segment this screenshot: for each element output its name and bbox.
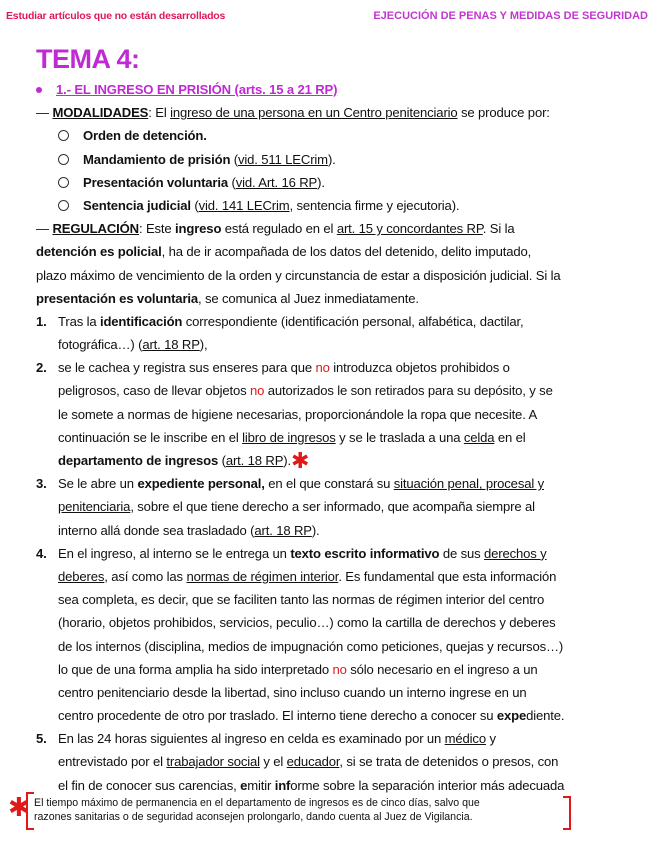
text: departamento de ingresos <box>58 453 219 468</box>
text: : El <box>148 105 171 121</box>
text: detención es policial <box>36 244 162 260</box>
list-item-line <box>36 704 636 727</box>
item-number: 5. <box>36 731 47 747</box>
circle-bullet-icon <box>58 200 69 211</box>
bullet-icon <box>36 87 42 93</box>
text: y se le traslada a una <box>335 429 464 445</box>
option-label: Sentencia judicial <box>83 197 191 213</box>
reference: vid. Art. 16 RP <box>235 174 318 190</box>
text: autorizados le son retirados para su depósito, y se <box>264 383 553 399</box>
list-item-line <box>36 333 636 356</box>
list-item-line: sea completa, es decir, que se faciliten tanto las normas de régimen interior del centro <box>58 592 545 608</box>
text: Tras la <box>58 313 100 329</box>
text: penitenciaria <box>58 499 131 515</box>
text: libro de ingresos <box>242 429 336 445</box>
text: En el ingreso, al interno se le entrega un <box>58 545 291 561</box>
text: en el que constará su <box>264 476 394 492</box>
text: lo que de una forma amplia ha sido interpretado <box>58 661 333 677</box>
text: centro procedente de otro por traslado. El interno tiene derecho a conocer su <box>58 708 497 724</box>
text: peligrosos, caso de llevar objetos <box>58 383 250 399</box>
text: ingreso de una persona en un Centro penitenciario <box>170 105 458 121</box>
paragraph-line: plazo máximo de vencimiento de la orden y circunstancia de estar a disposición judicial. Si la <box>36 267 561 283</box>
list-item <box>36 542 636 565</box>
regulacion-line <box>36 217 636 240</box>
star-mark-icon: ✱ <box>8 792 30 822</box>
page-title: TEMA 4: <box>36 44 140 74</box>
list-item-line <box>36 449 636 472</box>
text: inf <box>274 777 291 793</box>
list-item-line <box>36 658 636 681</box>
reference: vid. 141 LECrim <box>198 197 290 213</box>
paragraph-line <box>36 287 636 310</box>
text: no <box>250 383 265 399</box>
text: presentación es voluntaria <box>36 290 199 306</box>
dash: — <box>36 105 53 121</box>
text: no <box>315 360 330 376</box>
option-label: Mandamiento de prisión <box>83 151 231 167</box>
list-item <box>36 727 636 750</box>
text: e <box>240 777 248 793</box>
list-item-line <box>36 426 636 449</box>
footnote <box>34 796 594 824</box>
text: normas de régimen interior <box>186 568 339 584</box>
circle-bullet-icon <box>58 177 69 188</box>
option-label: Presentación voluntaria <box>83 174 228 190</box>
list-item-line: le somete a normas de higiene necesarias, proporcionándole la ropa que necesite. A <box>58 406 538 422</box>
paragraph-line <box>36 240 636 263</box>
text: de sus <box>439 545 485 561</box>
reference: art. 18 RP <box>254 522 312 538</box>
text: texto escrito informativo <box>290 545 440 561</box>
text: no <box>332 661 347 677</box>
text: , sentencia firme y ejecutoria). <box>289 197 460 213</box>
list-item-line <box>36 495 636 518</box>
text: mitir <box>247 777 275 793</box>
item-number: 4. <box>36 545 47 561</box>
option-item <box>36 124 636 147</box>
text: expediente personal, <box>137 476 265 492</box>
list-item-line: (horario, objetos prohibidos, servicios, peculio…) como la cartilla de derechos y deberes <box>58 615 556 631</box>
text: ). <box>283 453 291 468</box>
list-item <box>36 310 636 333</box>
star-mark-icon: ✱ <box>290 448 310 473</box>
bracket-left <box>26 792 34 830</box>
text: correspondiente (identificación personal, alfabética, dactilar, <box>182 313 524 329</box>
list-item-line <box>36 750 636 773</box>
text: se le cachea y registra sus enseres para que <box>58 360 316 376</box>
text: entrevistado por el <box>58 754 167 770</box>
text: deberes <box>58 568 105 584</box>
list-item <box>36 472 636 495</box>
text: En las 24 horas siguientes al ingreso en celda es examinado por un <box>58 731 445 747</box>
text: ( <box>218 453 226 468</box>
text: sólo necesario en el ingreso a un <box>346 661 538 677</box>
list-item-line <box>36 379 636 402</box>
text: , se comunica al Juez inmediatamente. <box>198 290 419 306</box>
reference: art. 15 y concordantes RP <box>336 221 483 237</box>
text: , sobre el que tiene derecho a ser informado, que acompaña siempre al <box>130 499 535 515</box>
regulacion-label: REGULACIÓN <box>52 221 139 237</box>
option-item <box>36 194 636 217</box>
text: educador <box>286 754 340 770</box>
dash: — <box>36 221 53 237</box>
circle-bullet-icon <box>58 130 69 141</box>
list-item-line <box>36 519 636 542</box>
option-item <box>36 148 636 171</box>
text: : Este <box>138 221 176 237</box>
footnote-line: razones sanitarias o de seguridad aconsejen prolongarlo, dando cuenta al Juez de Vigilancia. <box>34 811 473 823</box>
section-title: 1.- EL INGRESO EN PRISIÓN (arts. 15 a 21 RP) <box>56 82 338 97</box>
document-body <box>36 78 636 797</box>
text: ). <box>317 174 325 190</box>
text: y <box>485 731 496 747</box>
text: ( <box>228 174 236 190</box>
circle-bullet-icon <box>58 154 69 165</box>
text: en el <box>494 429 526 445</box>
option-item <box>36 171 636 194</box>
text: ). <box>311 522 320 538</box>
list-item-line <box>36 565 636 588</box>
text: identificación <box>99 313 183 329</box>
text: Se le abre un <box>58 476 138 492</box>
text: celda <box>463 429 495 445</box>
item-number: 2. <box>36 360 47 376</box>
text: fotográfica…) ( <box>58 337 143 353</box>
text: orme sobre la separación interior más adecuada <box>290 777 565 793</box>
text: ). <box>327 151 336 167</box>
reference: art. 18 RP <box>142 337 200 353</box>
text: derechos y <box>484 545 547 561</box>
text: está regulado en el <box>221 221 337 237</box>
text: , así como las <box>104 568 187 584</box>
text: interno allá donde sea trasladado ( <box>58 522 255 538</box>
list-item-line: de los internos (disciplina, medios de impugnación como peticiones, quejas y recursos…) <box>58 638 564 654</box>
text: y el <box>259 754 287 770</box>
text: introduzca objetos prohibidos o <box>329 360 510 376</box>
list-item <box>36 356 636 379</box>
header-course-title: EJECUCIÓN DE PENAS Y MEDIDAS DE SEGURIDAD <box>373 10 648 22</box>
text: ingreso <box>175 221 222 237</box>
text: diente. <box>526 708 565 724</box>
reference: vid. 511 LECrim <box>238 151 328 167</box>
text: trabajador social <box>166 754 260 770</box>
text: ( <box>230 151 238 167</box>
item-number: 1. <box>36 313 47 329</box>
option-label: Orden de detención. <box>83 128 207 144</box>
text: el fin de conocer sus carencias, <box>58 777 241 793</box>
header-left-note: Estudiar artículos que no están desarrollados <box>6 10 226 22</box>
modalidades-label: MODALIDADES <box>52 105 149 121</box>
item-number: 3. <box>36 476 47 492</box>
list-item-line <box>36 774 636 797</box>
list-item-line: centro penitenciario desde la libertad, sino incluso cuando un interno ingrese en un <box>58 684 527 700</box>
reference: art. 18 RP <box>225 453 284 468</box>
text: ), <box>199 337 208 353</box>
text: ( <box>190 197 199 213</box>
modalidades-line <box>36 101 636 124</box>
text: se produce por: <box>457 105 550 121</box>
text: médico <box>444 731 486 747</box>
text: situación penal, procesal y <box>393 476 544 492</box>
text: , ha de ir acompañada de los datos del detenido, delito imputado, <box>161 244 532 260</box>
text: . Es fundamental que esta información <box>338 568 557 584</box>
footnote-line: El tiempo máximo de permanencia en el departamento de ingresos es de cinco días, salvo que <box>34 797 480 809</box>
text: , si se trata de detenidos o presos, con <box>339 754 559 770</box>
text: . Si la <box>482 221 515 237</box>
section-heading <box>36 78 636 101</box>
text: expe <box>496 708 527 724</box>
text: continuación se le inscribe en el <box>58 429 243 445</box>
